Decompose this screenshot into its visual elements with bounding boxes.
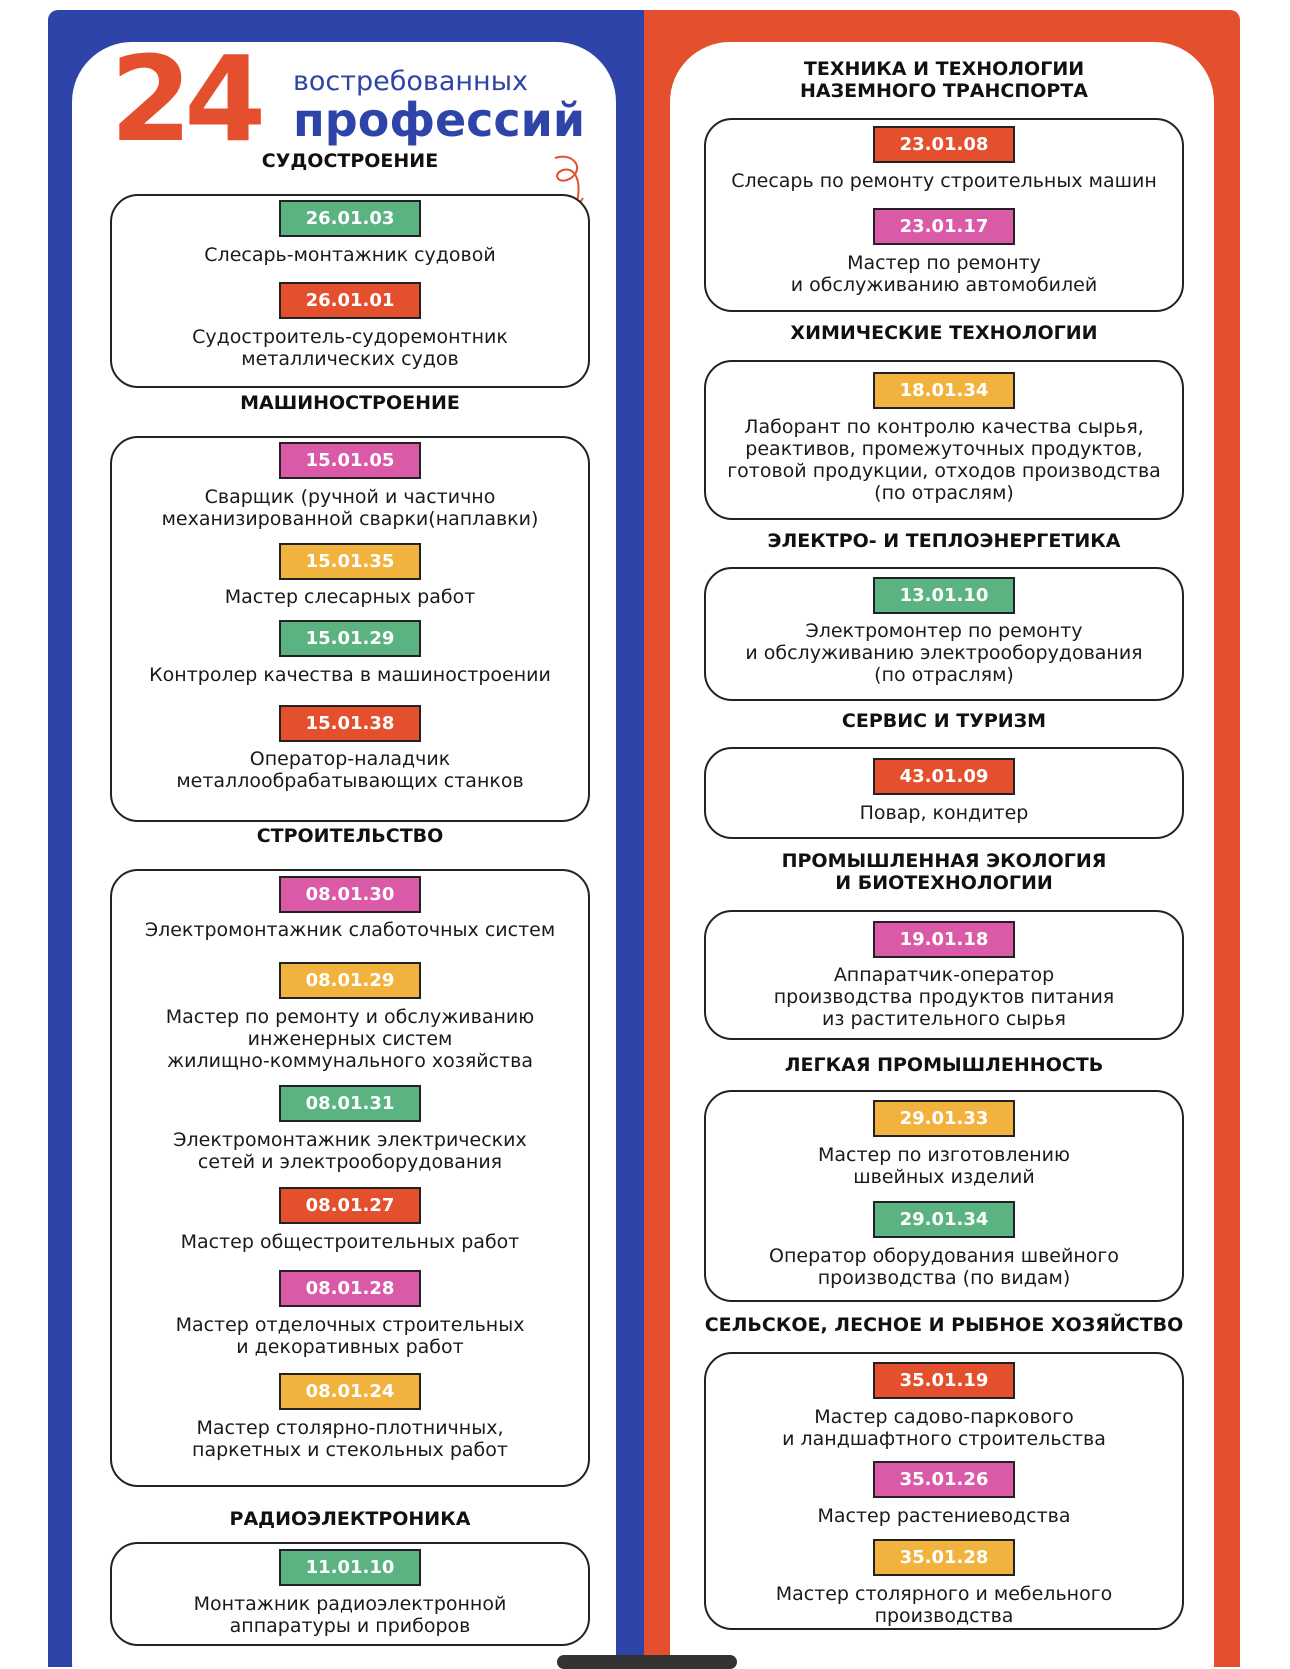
section-title: СУДОСТРОЕНИЕ bbox=[261, 150, 439, 172]
profession-code-badge: 26.01.01 bbox=[279, 282, 421, 319]
profession-name: Мастер общестроительных работ bbox=[180, 1231, 520, 1253]
profession-code-badge: 15.01.35 bbox=[279, 543, 421, 580]
section-title: ТЕХНИКА И ТЕХНОЛОГИИ НАЗЕМНОГО ТРАНСПОРТА bbox=[800, 58, 1088, 102]
profession-name: Судостроитель-судоремонтник металлических судов bbox=[192, 326, 508, 370]
header-line2: профессий bbox=[293, 93, 586, 147]
profession-code-badge: 15.01.38 bbox=[279, 705, 421, 742]
profession-code-badge: 08.01.27 bbox=[279, 1187, 421, 1224]
section-title: СТРОИТЕЛЬСТВО bbox=[256, 825, 444, 847]
profession-name: Повар, кондитер bbox=[859, 802, 1029, 824]
profession-name: Электромонтер по ремонту и обслуживанию электрооборудования (по отраслям) bbox=[745, 620, 1143, 686]
profession-code-badge: 35.01.26 bbox=[873, 1461, 1015, 1498]
profession-code-badge: 29.01.33 bbox=[873, 1100, 1015, 1137]
profession-code-badge: 08.01.30 bbox=[279, 876, 421, 913]
section-title: ПРОМЫШЛЕННАЯ ЭКОЛОГИЯ И БИОТЕХНОЛОГИИ bbox=[781, 850, 1107, 894]
section-title: РАДИОЭЛЕКТРОНИКА bbox=[229, 1508, 471, 1530]
profession-code-badge: 08.01.28 bbox=[279, 1270, 421, 1307]
section-title: ХИМИЧЕСКИЕ ТЕХНОЛОГИИ bbox=[790, 322, 1098, 344]
profession-name: Контролер качества в машиностроении bbox=[149, 664, 551, 686]
profession-name: Оператор оборудования швейного производства (по видам) bbox=[769, 1245, 1119, 1289]
profession-code-badge: 35.01.28 bbox=[873, 1539, 1015, 1576]
profession-code-badge: 15.01.29 bbox=[279, 620, 421, 657]
profession-name: Оператор-наладчик металлообрабатывающих станков bbox=[176, 748, 524, 792]
profession-code-badge: 08.01.31 bbox=[279, 1085, 421, 1122]
section-title: ЛЕГКАЯ ПРОМЫШЛЕННОСТЬ bbox=[784, 1054, 1104, 1076]
section-title: СЕЛЬСКОЕ, ЛЕСНОЕ И РЫБНОЕ ХОЗЯЙСТВО bbox=[704, 1314, 1184, 1336]
profession-name: Мастер отделочных строительных и декоративных работ bbox=[175, 1314, 525, 1358]
profession-code-badge: 35.01.19 bbox=[873, 1362, 1015, 1399]
profession-code-badge: 23.01.08 bbox=[873, 126, 1015, 163]
profession-name: Мастер растениеводства bbox=[817, 1505, 1071, 1527]
profession-name: Мастер столярного и мебельного производства bbox=[775, 1583, 1113, 1627]
header-line1: востребованных bbox=[293, 66, 528, 97]
section-title: ЭЛЕКТРО- И ТЕПЛОЭНЕРГЕТИКА bbox=[767, 530, 1121, 552]
profession-name: Лаборант по контролю качества сырья, реактивов, промежуточных продуктов, готовой продукции, отходов производства (по отраслям) bbox=[727, 416, 1161, 504]
profession-code-badge: 23.01.17 bbox=[873, 208, 1015, 245]
profession-name: Электромонтажник слаботочных систем bbox=[144, 919, 556, 941]
profession-name: Электромонтажник электрических сетей и электрооборудования bbox=[173, 1129, 527, 1173]
profession-name: Сварщик (ручной и частично механизированной сварки(наплавки) bbox=[161, 486, 539, 530]
profession-name: Аппаратчик-оператор производства продуктов питания из растительного сырья bbox=[773, 964, 1115, 1030]
profession-code-badge: 18.01.34 bbox=[873, 372, 1015, 409]
profession-name: Монтажник радиоэлектронной аппаратуры и приборов bbox=[193, 1593, 507, 1637]
profession-code-badge: 13.01.10 bbox=[873, 577, 1015, 614]
profession-name: Мастер по ремонту и обслуживанию инженерных систем жилищно-коммунального хозяйства bbox=[165, 1006, 535, 1072]
profession-code-badge: 08.01.24 bbox=[279, 1373, 421, 1410]
header-number: 24 bbox=[110, 30, 259, 168]
section-title: СЕРВИС И ТУРИЗМ bbox=[841, 710, 1047, 732]
profession-name: Мастер садово-паркового и ландшафтного строительства bbox=[782, 1406, 1106, 1450]
section-title: МАШИНОСТРОЕНИЕ bbox=[240, 392, 460, 414]
profession-code-badge: 15.01.05 bbox=[279, 442, 421, 479]
profession-code-badge: 26.01.03 bbox=[279, 200, 421, 237]
profession-name: Слесарь-монтажник судовой bbox=[204, 244, 496, 266]
profession-name: Мастер столярно-плотничных, паркетных и стекольных работ bbox=[192, 1417, 508, 1461]
profession-name: Мастер слесарных работ bbox=[224, 586, 476, 608]
profession-code-badge: 29.01.34 bbox=[873, 1201, 1015, 1238]
profession-name: Мастер по ремонту и обслуживанию автомобилей bbox=[790, 252, 1098, 296]
profession-code-badge: 11.01.10 bbox=[279, 1549, 421, 1586]
profession-code-badge: 43.01.09 bbox=[873, 758, 1015, 795]
profession-code-badge: 19.01.18 bbox=[873, 921, 1015, 958]
profession-code-badge: 08.01.29 bbox=[279, 962, 421, 999]
profession-name: Мастер по изготовлению швейных изделий bbox=[818, 1144, 1070, 1188]
profession-name: Слесарь по ремонту строительных машин bbox=[731, 170, 1157, 192]
